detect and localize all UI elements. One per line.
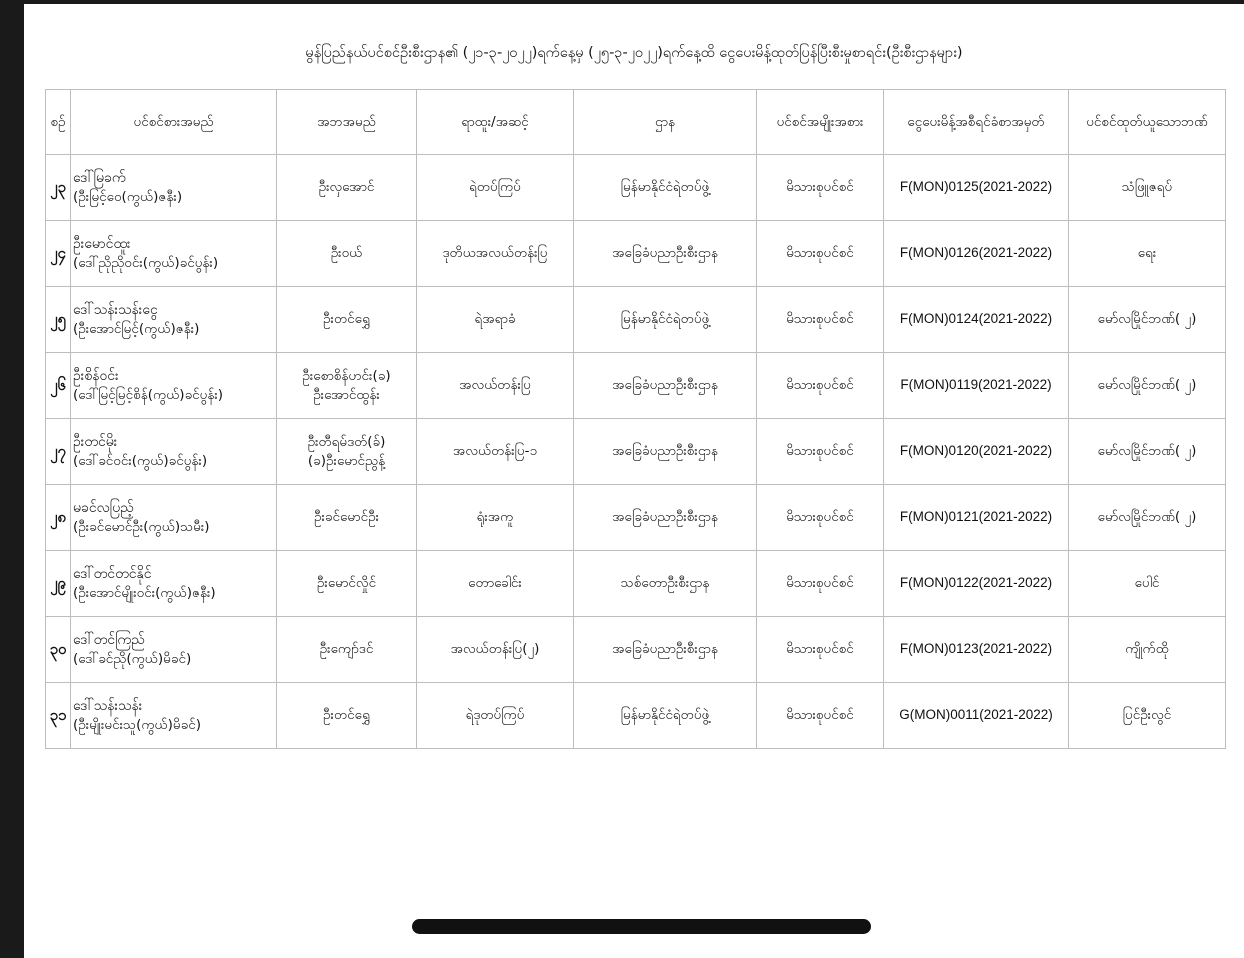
father-name-cell [277, 485, 417, 551]
department-cell: သစ်တောဦးစီးဌာန [574, 551, 757, 617]
rank-cell: အလယ်တန်းပြ(၂) [417, 617, 574, 683]
bank-cell: ရေး [1069, 221, 1226, 287]
father-name: ဦးဝယ် [330, 245, 363, 262]
rank-cell: အလယ်တန်းပြ-၁ [417, 419, 574, 485]
header-father-name: အဘအမည် [277, 90, 417, 155]
row-number: ၂၈ [46, 485, 71, 551]
father-name: ဦးမောင်လှိုင် [316, 575, 377, 592]
pension-type-cell: မိသားစုပင်စင် [757, 419, 884, 485]
rank-cell: ရဲအရာခံ [417, 287, 574, 353]
pensioner-relation-note: (ဦးအောင်မျိုးဝင်း(ကွယ်)ဇနီး) [73, 584, 216, 601]
pensioner-name: ဒေါ်တင်ကြည် [73, 631, 145, 648]
row-number: ၂၉ [46, 551, 71, 617]
pensioner-name: ဒေါ်သန်းသန်း [73, 697, 143, 714]
table-row [46, 155, 1226, 221]
header-bank: ပင်စင်ထုတ်ယူသောဘဏ် [1069, 90, 1226, 155]
department-cell: အခြေခံပညာဦးစီးဌာန [574, 221, 757, 287]
bank-cell: ပြင်ဦးလွင် [1069, 683, 1226, 749]
order-number-cell: F(MON)0123(2021-2022) [884, 617, 1069, 683]
table-row [46, 419, 1226, 485]
pensioner-name-cell [71, 683, 277, 749]
pensioner-relation-note: (ဒေါ်ညိုညိုဝင်း(ကွယ်)ခင်ပွန်း) [73, 254, 219, 271]
table-header-row [46, 90, 1226, 155]
department-cell: အခြေခံပညာဦးစီးဌာန [574, 353, 757, 419]
table-row [46, 551, 1226, 617]
pensioner-relation-note: (ဦးခင်မောင်ဦး(ကွယ်)သမီး) [73, 518, 210, 535]
rank-cell: ရဲဒုတပ်ကြပ် [417, 683, 574, 749]
pensioner-name: ဦးစိန်ဝင်း [73, 367, 119, 384]
order-number-cell: F(MON)0119(2021-2022) [884, 353, 1069, 419]
pension-type-cell: မိသားစုပင်စင် [757, 287, 884, 353]
father-name-cell [277, 419, 417, 485]
row-number: ၂၃ [46, 155, 71, 221]
father-name: ဦးတီရမ်ဒတ်(ခ်) [307, 434, 386, 451]
rank-cell: တောခေါင်း [417, 551, 574, 617]
rank-cell: အလယ်တန်းပြ [417, 353, 574, 419]
row-number: ၂၇ [46, 419, 71, 485]
pensioner-name: ဒေါ်သန်းသန်းငွေ [73, 301, 158, 318]
pensioner-name-cell [71, 617, 277, 683]
father-name: ဦးလှအောင် [318, 179, 375, 196]
pensioner-name: ဒေါ်တင်တင်နိုင် [73, 565, 152, 582]
department-cell: မြန်မာနိုင်ငံရဲတပ်ဖွဲ့ [574, 287, 757, 353]
order-number-cell: F(MON)0121(2021-2022) [884, 485, 1069, 551]
father-name: ဦးကျော်ဒင် [319, 641, 374, 658]
bank-cell: ကျိုက်ထို [1069, 617, 1226, 683]
pensioner-name-cell [71, 287, 277, 353]
table-row [46, 353, 1226, 419]
pension-type-cell: မိသားစုပင်စင် [757, 485, 884, 551]
row-number: ၂၄ [46, 221, 71, 287]
header-rank: ရာထူး/အဆင့် [417, 90, 574, 155]
father-name-cell [277, 353, 417, 419]
bank-cell: သံဖြူဇရပ် [1069, 155, 1226, 221]
row-number: ၃၁ [46, 683, 71, 749]
order-number-cell: F(MON)0125(2021-2022) [884, 155, 1069, 221]
order-number-cell: F(MON)0126(2021-2022) [884, 221, 1069, 287]
department-cell: မြန်မာနိုင်ငံရဲတပ်ဖွဲ့ [574, 683, 757, 749]
document-title: မွန်ပြည်နယ်ပင်စင်ဦးစီးဌာန၏ (၂၁-၃-၂၀၂၂)ရက်နေ့မှ (၂၅-၃-၂၀၂၂)ရက်နေ့ထိ ငွေပေးမိန့်ထုတ်ပြန်ပြီးစီးမှုစာရင်း(ဦးစီးဌာနများ) [305, 45, 963, 61]
bank-cell: ပေါင် [1069, 551, 1226, 617]
pensioner-name: ဒေါ်မြခက် [73, 169, 126, 186]
father-name-cell [277, 221, 417, 287]
department-cell: အခြေခံပညာဦးစီးဌာန [574, 617, 757, 683]
table-row [46, 617, 1226, 683]
order-number-cell: F(MON)0124(2021-2022) [884, 287, 1069, 353]
pensioner-name: ဦးမောင်ထူး [73, 235, 131, 252]
pension-type-cell: မိသားစုပင်စင် [757, 683, 884, 749]
pensioner-name-cell [71, 155, 277, 221]
left-frame-bar [0, 0, 24, 958]
pensioner-relation-note: (ဦးမျိုးမင်းသူ(ကွယ်)မိခင်) [73, 716, 201, 733]
department-cell: မြန်မာနိုင်ငံရဲတပ်ဖွဲ့ [574, 155, 757, 221]
rank-cell: ရဲတပ်ကြပ် [417, 155, 574, 221]
pensioner-name-cell [71, 485, 277, 551]
pensioner-name-cell [71, 419, 277, 485]
header-index: စဉ် [46, 90, 71, 155]
father-name-cell [277, 551, 417, 617]
row-number: ၂၅ [46, 287, 71, 353]
father-name-cell [277, 287, 417, 353]
rank-cell: ဒုတိယအလယ်တန်းပြ [417, 221, 574, 287]
pension-type-cell: မိသားစုပင်စင် [757, 221, 884, 287]
pension-table [45, 89, 1226, 749]
father-alias: ဦးအောင်ထွန်း [313, 386, 380, 403]
table-row [46, 485, 1226, 551]
table-row [46, 287, 1226, 353]
header-order-number: ငွေပေးမိန့်အစီရင်ခံစာအမှတ် [884, 90, 1069, 155]
father-alias: (ခ)ဦးမောင်ညွန့် [307, 452, 386, 469]
department-cell: အခြေခံပညာဦးစီးဌာန [574, 419, 757, 485]
bank-cell: မော်လမြိုင်ဘဏ်( ၂) [1069, 485, 1226, 551]
row-number: ၃၀ [46, 617, 71, 683]
row-number: ၂၆ [46, 353, 71, 419]
pensioner-name-cell [71, 221, 277, 287]
father-name-cell [277, 617, 417, 683]
header-pension-type: ပင်စင်အမျိုးအစား [757, 90, 884, 155]
order-number-cell: F(MON)0120(2021-2022) [884, 419, 1069, 485]
bank-cell: မော်လမြိုင်ဘဏ်( ၂) [1069, 419, 1226, 485]
pension-type-cell: မိသားစုပင်စင် [757, 617, 884, 683]
header-department: ဌာန [574, 90, 757, 155]
pension-type-cell: မိသားစုပင်စင် [757, 551, 884, 617]
pensioner-name-cell [71, 353, 277, 419]
pensioner-relation-note: (ဒေါ်ခင်ဝင်း(ကွယ်)ခင်ပွန်း) [73, 452, 208, 469]
top-frame-bar [0, 0, 1244, 4]
pensioner-name-cell [71, 551, 277, 617]
bank-cell: မော်လမြိုင်ဘဏ်( ၂) [1069, 353, 1226, 419]
table-row [46, 221, 1226, 287]
father-name: ဦးစောစိန်ဟင်း(ခ) [302, 368, 391, 385]
father-name: ဦးတင်ရွှေ [323, 311, 370, 328]
father-name-cell [277, 683, 417, 749]
table-body [46, 155, 1226, 749]
pensioner-relation-note: (ဦးမြင့်ဝေ(ကွယ်)ဇနီး) [73, 188, 183, 205]
department-cell: အခြေခံပညာဦးစီးဌာန [574, 485, 757, 551]
order-number-cell: G(MON)0011(2021-2022) [884, 683, 1069, 749]
pension-type-cell: မိသားစုပင်စင် [757, 155, 884, 221]
pensioner-relation-note: (ဒေါ်ခင်ညို(ကွယ်)မိခင်) [73, 650, 192, 667]
father-name-cell [277, 155, 417, 221]
pensioner-relation-note: (ဦးအောင်မြင့်(ကွယ်)ဇနီး) [73, 320, 200, 337]
pensioner-name: ဦးတင်မိုး [73, 433, 118, 450]
pensioner-name: မခင်လပြည့် [73, 499, 134, 516]
header-pensioner-name: ပင်စင်စားအမည် [71, 90, 277, 155]
order-number-cell: F(MON)0122(2021-2022) [884, 551, 1069, 617]
father-name: ဦးတင်ရွှေ [323, 707, 370, 724]
father-name: ဦးခင်မောင်ဦး [314, 509, 379, 526]
home-indicator-bar [412, 919, 871, 934]
rank-cell: ရုံးအကူ [417, 485, 574, 551]
pensioner-relation-note: (ဒေါ်မြင့်မြင့်စိန်(ကွယ်)ခင်ပွန်း) [73, 386, 224, 403]
table-row [46, 683, 1226, 749]
pension-type-cell: မိသားစုပင်စင် [757, 353, 884, 419]
bank-cell: မော်လမြိုင်ဘဏ်( ၂) [1069, 287, 1226, 353]
